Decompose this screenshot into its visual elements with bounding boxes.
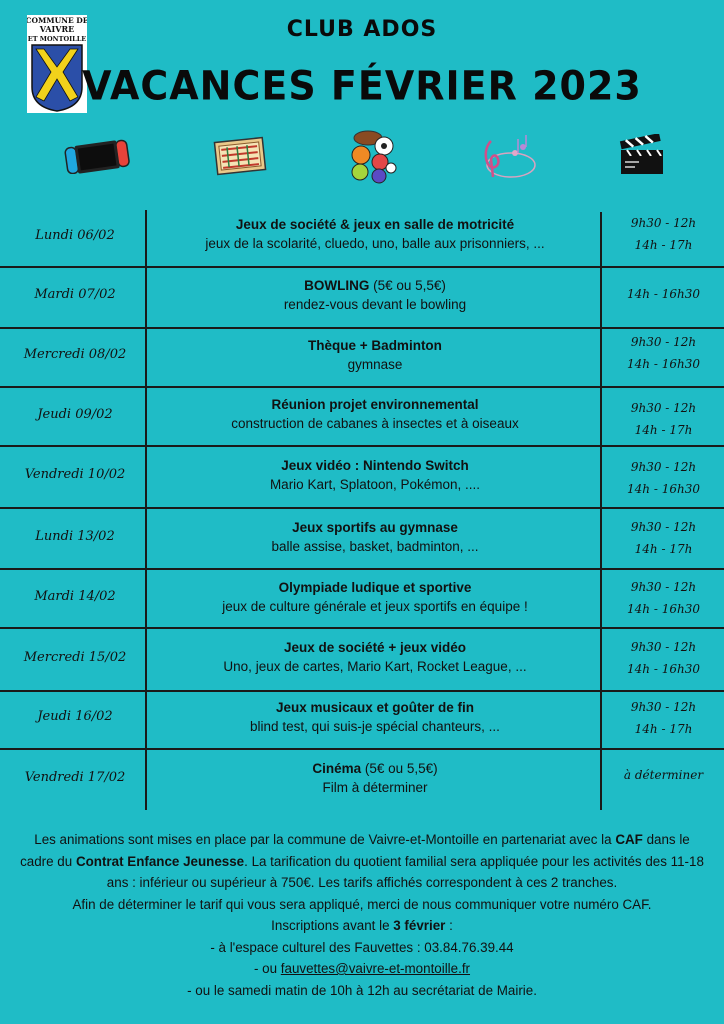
info-registration-deadline: Inscriptions avant le 3 février : <box>271 918 453 933</box>
logo-line3: ET MONTOILLE <box>27 35 87 43</box>
club-title: CLUB ADOS <box>286 17 438 42</box>
row-day: Mercredi 15/02 <box>23 650 127 665</box>
row-time: 9h30 - 12h 14h - 16h30 <box>627 640 700 676</box>
activity-description: blind test, qui suis-je spécial chanteurs, ... <box>250 719 500 734</box>
activity-description: Mario Kart, Splatoon, Pokémon, .... <box>269 477 481 492</box>
info-contact-phone: - à l'espace culturel des Fauvettes : 03.84.76.39.44 <box>210 939 514 955</box>
activity-title: Cinéma (5€ ou 5,5€) <box>312 761 438 776</box>
schedule-row <box>0 570 724 627</box>
activity-title: Réunion projet environnemental <box>271 397 479 412</box>
activity-description: balle assise, basket, badminton, ... <box>271 539 479 554</box>
row-activity <box>150 759 600 797</box>
board-game-icon <box>208 128 272 184</box>
activity-title: Jeux de société & jeux en salle de motricité <box>235 217 515 232</box>
activity-description: jeux de culture générale et jeux sportifs en équipe ! <box>222 599 528 614</box>
sports-balls-icon <box>345 128 401 184</box>
page-title: VACANCES FÉVRIER 2023 <box>82 62 642 110</box>
activity-description: rendez-vous devant le bowling <box>283 297 467 312</box>
schedule-row <box>0 509 724 568</box>
activity-description: Film à déterminer <box>322 780 428 795</box>
schedule-row <box>0 750 724 810</box>
activity-title: BOWLING (5€ ou 5,5€) <box>304 278 446 293</box>
info-caf-request: Afin de déterminer le tarif qui vous sera appliqué, merci de nous communiquer votre numéro CAF. <box>72 896 652 912</box>
info-contact-email: - ou fauvettes@vaivre-et-montoille.fr <box>253 961 471 976</box>
activity-title: Thèque + Badminton <box>308 338 442 353</box>
game-console-icon <box>62 128 132 184</box>
row-time: à déterminer <box>623 768 704 782</box>
schedule-row <box>0 212 724 266</box>
row-activity <box>150 276 600 314</box>
row-activity <box>150 395 600 433</box>
row-day: Vendredi 17/02 <box>24 770 126 785</box>
row-time: 9h30 - 12h 14h - 16h30 <box>627 580 700 616</box>
row-time: 9h30 - 12h 14h - 16h30 <box>627 335 700 371</box>
row-day: Lundi 13/02 <box>35 529 115 544</box>
schedule-row <box>0 692 724 748</box>
row-day: Jeudi 16/02 <box>37 709 113 724</box>
activity-title: Jeux de société + jeux vidéo <box>284 640 466 655</box>
activity-title: Jeux musicaux et goûter de fin <box>275 700 475 715</box>
activity-description: gymnase <box>347 357 403 372</box>
row-time: 9h30 - 12h 14h - 17h <box>630 520 697 556</box>
row-day: Vendredi 10/02 <box>24 467 126 482</box>
row-activity <box>150 518 600 556</box>
schedule-row <box>0 268 724 327</box>
music-note-icon <box>474 128 540 184</box>
row-activity <box>150 336 600 374</box>
info-partnership: Les animations sont mises en place par la commune de Vaivre-et-Montoille en partenariat avec la CAF dans le cadre du Contrat Enfance Jeunesse. La tarification du quotient familial sera appliquée pour les activités des 11-18 ans : inférieur ou supérieur à 750€. Les tarifs affichés correspondent à ces 2 tranches. <box>20 832 704 890</box>
activity-title: Jeux sportifs au gymnase <box>292 520 458 535</box>
schedule-row <box>0 329 724 386</box>
row-time: 9h30 - 12h 14h - 16h30 <box>627 460 700 496</box>
row-day: Mardi 07/02 <box>34 287 116 302</box>
info-text <box>18 829 706 1001</box>
row-day: Mardi 14/02 <box>34 589 116 604</box>
schedule-row <box>0 388 724 445</box>
schedule-row <box>0 447 724 507</box>
activity-title: Jeux vidéo : Nintendo Switch <box>281 458 469 473</box>
row-activity <box>150 215 600 253</box>
clapperboard-icon <box>614 128 670 184</box>
row-activity <box>150 578 600 616</box>
activity-description: Uno, jeux de cartes, Mario Kart, Rocket League, ... <box>223 659 527 674</box>
row-time: 9h30 - 12h 14h - 17h <box>630 216 697 252</box>
activity-description: jeux de la scolarité, cluedo, uno, balle aux prisonniers, ... <box>205 236 545 251</box>
row-time: 14h - 16h30 <box>627 287 700 301</box>
activity-title: Olympiade ludique et sportive <box>278 580 472 595</box>
row-day: Mercredi 08/02 <box>23 347 127 362</box>
row-time: 9h30 - 12h 14h - 17h <box>630 700 697 736</box>
info-contact-mairie: - ou le samedi matin de 10h à 12h au secrétariat de Mairie. <box>187 982 537 998</box>
schedule-row <box>0 629 724 690</box>
row-day: Lundi 06/02 <box>35 228 115 243</box>
logo-line1: COMMUNE DE <box>27 16 87 25</box>
logo-line2: VAIVRE <box>39 24 75 34</box>
row-activity <box>150 698 600 736</box>
row-activity <box>150 638 600 676</box>
row-time: 9h30 - 12h 14h - 17h <box>630 401 697 437</box>
row-activity <box>150 456 600 494</box>
activity-description: construction de cabanes à insectes et à oiseaux <box>231 416 519 431</box>
email-link[interactable]: fauvettes@vaivre-et-montoille.fr <box>280 961 471 976</box>
row-day: Jeudi 09/02 <box>37 407 113 422</box>
